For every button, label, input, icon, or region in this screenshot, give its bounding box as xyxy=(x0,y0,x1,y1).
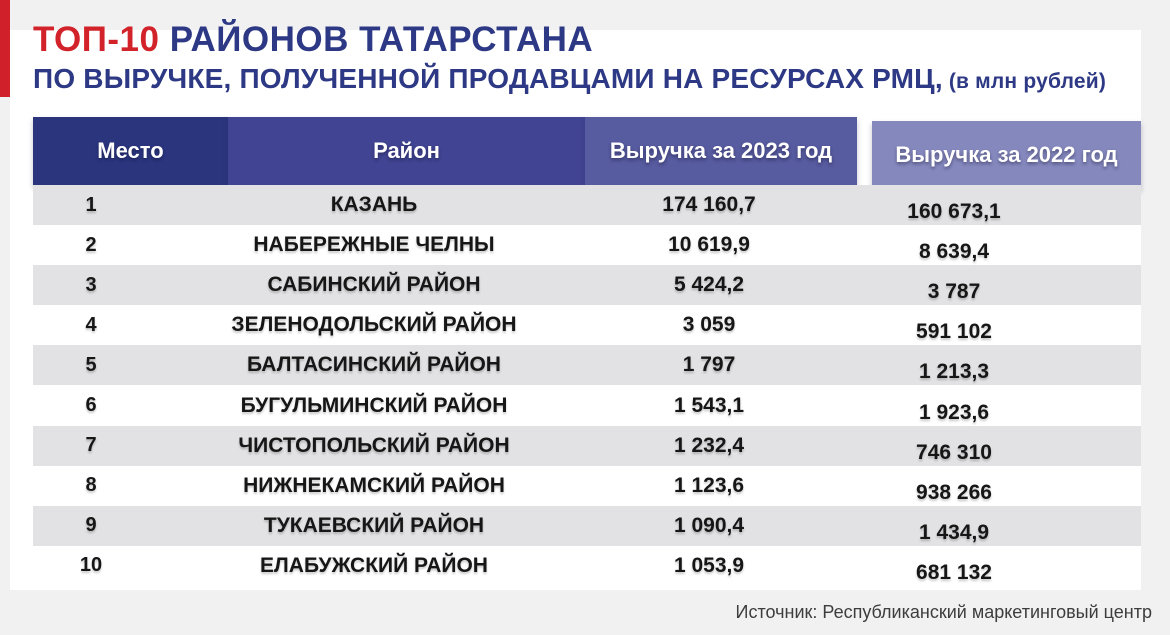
rank-cell: 4 xyxy=(85,313,97,336)
source-caption: Источник: Республиканский маркетинговый центр xyxy=(735,602,1152,622)
revenue-2022-cell: 3 787 xyxy=(927,280,981,304)
table-body xyxy=(33,185,1141,586)
table-row xyxy=(33,466,1141,506)
district-cell: ЧИСТОПОЛЬСКИЙ РАЙОН xyxy=(238,433,510,457)
table-row xyxy=(33,426,1141,466)
header-district: Район xyxy=(228,117,585,185)
title-rest: РАЙОНОВ ТАТАРСТАНА xyxy=(159,20,594,59)
revenue-2022-cell: 1 923,6 xyxy=(918,400,990,424)
rank-cell: 8 xyxy=(85,474,97,497)
revenue-2022-cell: 591 102 xyxy=(916,320,992,344)
table-row xyxy=(33,265,1141,305)
revenue-2022-cell: 160 673,1 xyxy=(907,200,1001,224)
district-cell: ЕЛАБУЖСКИЙ РАЙОН xyxy=(260,553,488,577)
district-cell: НАБЕРЕЖНЫЕ ЧЕЛНЫ xyxy=(253,233,495,257)
subtitle-note: (в млн рублей) xyxy=(948,70,1107,93)
revenue-2023-cell: 1 797 xyxy=(682,353,736,377)
district-cell: БАЛТАСИНСКИЙ РАЙОН xyxy=(247,353,501,377)
table-row xyxy=(33,385,1141,425)
revenue-2022-cell: 746 310 xyxy=(916,440,992,464)
table-row xyxy=(33,185,1141,225)
rank-cell: 2 xyxy=(85,233,97,256)
revenue-2022-cell: 938 266 xyxy=(916,480,992,504)
rank-cell: 6 xyxy=(85,394,97,417)
revenue-2022-cell: 8 639,4 xyxy=(918,240,990,264)
rank-cell: 3 xyxy=(85,273,97,296)
revenue-2023-cell: 10 619,9 xyxy=(668,233,750,257)
subtitle-main: ПО ВЫРУЧКЕ, ПОЛУЧЕННОЙ ПРОДАВЦАМИ НА РЕСУРСАХ РМЦ, xyxy=(33,63,943,94)
page-title xyxy=(33,21,593,59)
rank-cell: 9 xyxy=(85,514,97,537)
table-row xyxy=(33,305,1141,345)
rank-cell: 5 xyxy=(85,353,97,376)
revenue-2023-cell: 1 090,4 xyxy=(673,513,745,537)
district-cell: БУГУЛЬМИНСКИЙ РАЙОН xyxy=(240,393,508,417)
table-row xyxy=(33,546,1141,586)
revenue-2023-cell: 3 059 xyxy=(682,313,736,337)
revenue-2022-cell: 1 213,3 xyxy=(918,360,990,384)
revenue-2023-cell: 1 123,6 xyxy=(673,473,745,497)
district-cell: КАЗАНЬ xyxy=(330,193,418,217)
revenue-2023-cell: 1 053,9 xyxy=(673,553,745,577)
header-revenue-2023: Выручка за 2023 год xyxy=(585,117,857,185)
revenue-2023-cell: 1 543,1 xyxy=(673,393,745,417)
revenue-2022-cell: 1 434,9 xyxy=(918,520,990,544)
district-cell: ТУКАЕВСКИЙ РАЙОН xyxy=(263,513,485,537)
title-highlight: ТОП-10 xyxy=(33,20,160,59)
revenue-2023-cell: 174 160,7 xyxy=(662,193,756,217)
rank-cell: 10 xyxy=(79,554,103,577)
header-place: Место xyxy=(33,117,228,185)
table-row xyxy=(33,506,1141,546)
table-row xyxy=(33,345,1141,385)
revenue-2022-cell: 681 132 xyxy=(916,560,992,584)
rank-cell: 7 xyxy=(85,434,97,457)
page-subtitle xyxy=(33,63,1106,98)
district-cell: САБИНСКИЙ РАЙОН xyxy=(267,273,481,297)
accent-bar xyxy=(0,0,10,97)
rank-cell: 1 xyxy=(85,193,97,216)
revenue-2023-cell: 5 424,2 xyxy=(673,273,745,297)
header-revenue-2022: Выручка за 2022 год xyxy=(872,121,1141,189)
revenue-2023-cell: 1 232,4 xyxy=(673,433,745,457)
table-row xyxy=(33,225,1141,265)
district-cell: НИЖНЕКАМСКИЙ РАЙОН xyxy=(243,473,505,497)
district-cell: ЗЕЛЕНОДОЛЬСКИЙ РАЙОН xyxy=(231,313,517,337)
